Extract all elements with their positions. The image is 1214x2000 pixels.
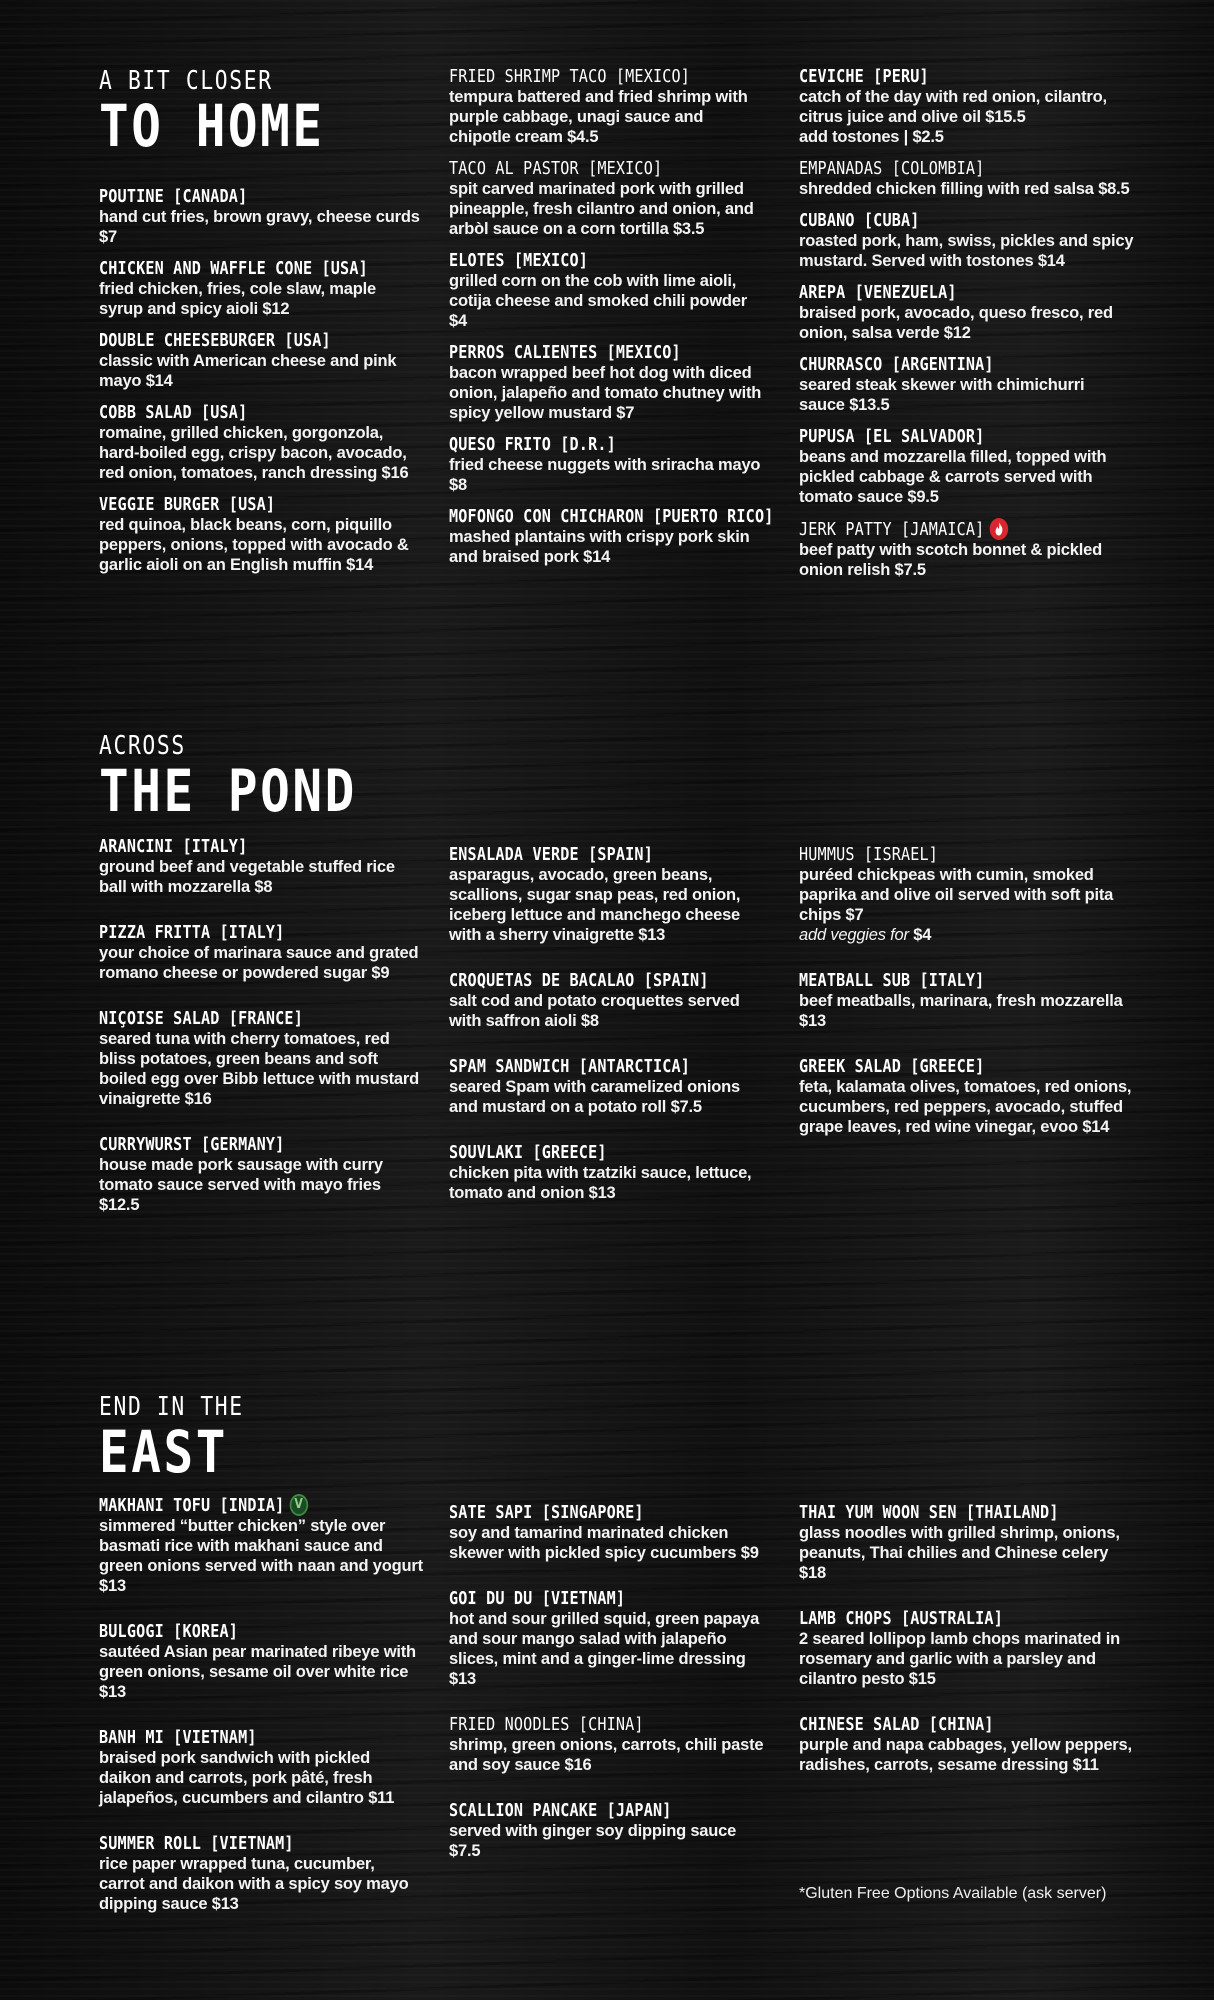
menu-item-price: $12	[262, 300, 290, 318]
menu-item-name: CHICKEN AND WAFFLE CONE [USA]	[99, 258, 368, 279]
menu-item-name: HUMMUS [ISRAEL]	[799, 844, 939, 865]
menu-item	[99, 186, 424, 247]
menu-item-price: $13	[449, 1670, 476, 1688]
menu-item-name: SUMMER ROLL [VIETNAM]	[99, 1833, 294, 1854]
menu-item	[99, 836, 424, 897]
menu-item-price: $4	[449, 312, 467, 330]
section-heading	[99, 66, 424, 160]
menu-item	[799, 1608, 1134, 1689]
section-heading-big: TO HOME	[99, 92, 325, 160]
menu-item-price: $7	[99, 228, 117, 246]
menu-item-price: $11	[368, 1789, 395, 1807]
menu-item	[449, 66, 769, 147]
menu-item-price: $14	[145, 372, 173, 390]
menu-item-price: $9.5	[907, 488, 939, 506]
menu-item-price: $12.5	[99, 1196, 140, 1214]
menu-item	[799, 970, 1134, 1031]
menu-item-description: mashed plantains with crispy pork skin and braised pork $14	[449, 528, 750, 566]
menu-item-price: $11	[1072, 1756, 1099, 1774]
menu-item-price: $14	[346, 556, 374, 574]
menu-item-price: $4.5	[567, 128, 599, 146]
section-heading-small: END IN THE	[99, 1392, 244, 1422]
menu-item-description: simmered “butter chicken” style over basmati rice with makhani sauce and green onions served with naan and yogurt $13	[99, 1517, 423, 1595]
menu-item-price: $8	[449, 476, 467, 494]
menu-item-description: chicken pita with tzatziki sauce, lettuce, tomato and onion $13	[449, 1164, 752, 1202]
menu-item	[99, 1134, 424, 1215]
menu-item-price: $16	[564, 1756, 592, 1774]
section-heading	[99, 1392, 424, 1486]
menu-item-name: CROQUETAS DE BACALAO [SPAIN]	[449, 970, 709, 991]
vegan-icon: V	[289, 1494, 307, 1516]
menu-item	[799, 354, 1134, 415]
column-2	[449, 66, 774, 578]
menu-item-description: tempura battered and fried shrimp with purple cabbage, unagi sauce and chipotle cream $4.5	[449, 88, 748, 146]
menu-item-note-price: $4	[913, 926, 932, 944]
menu-item-description: spit carved marinated pork with grilled pineapple, fresh cilantro and onion, and arbòl sauce on a corn tortilla $3.5	[449, 180, 754, 238]
menu-item-price: $7	[845, 906, 864, 924]
column-1	[99, 66, 424, 586]
menu-item-description: hot and sour grilled squid, green papaya and sour mango salad with jalapeño slices, mint and a ginger-lime dressing $13	[449, 1610, 760, 1688]
menu-item	[99, 258, 424, 319]
menu-item	[799, 66, 1134, 147]
menu-item-price: $15	[908, 1670, 936, 1688]
menu-item-name: BULGOGI [KOREA]	[99, 1621, 239, 1642]
menu-item-price: $13.5	[849, 396, 890, 414]
menu-item-description: soy and tamarind marinated chicken skewer with pickled spicy cucumbers $9	[449, 1524, 759, 1562]
menu-item-price: $14	[1037, 252, 1065, 270]
menu-item-description: classic with American cheese and pink mayo $14	[99, 352, 397, 390]
menu-item-name: ELOTES [MEXICO]	[449, 250, 589, 271]
menu-item-name: SATE SAPI [SINGAPORE]	[449, 1502, 644, 1523]
menu-item-description: salt cod and potato croquettes served with saffron aioli $8	[449, 992, 740, 1030]
menu-item	[99, 330, 424, 391]
menu-item-description: bacon wrapped beef hot dog with diced onion, jalapeño and tomato chutney with spicy yellow mustard $7	[449, 364, 762, 422]
column-2	[449, 1502, 769, 1886]
menu-item-name: MEATBALL SUB [ITALY]	[799, 970, 985, 991]
menu-item-description: sautéed Asian pear marinated ribeye with green onions, sesame oil over white rice $13	[99, 1643, 416, 1701]
menu-item	[449, 844, 769, 945]
menu-item	[449, 1056, 769, 1117]
menu-item-name: AREPA [VENEZUELA]	[799, 282, 957, 303]
menu-item-description: feta, kalamata olives, tomatoes, red onions, cucumbers, red peppers, avocado, stuffed grape leaves, red wine vinegar, evoo $14	[799, 1078, 1132, 1136]
menu-item-name: CUBANO [CUBA]	[799, 210, 920, 231]
menu-item	[449, 1800, 769, 1861]
menu-item	[99, 1727, 424, 1808]
menu-item-price: $13	[638, 926, 666, 944]
menu-item	[799, 1056, 1134, 1137]
menu-item-price: $15.5	[985, 108, 1026, 126]
column-1	[99, 731, 424, 1240]
menu-item-name: ARANCINI [ITALY]	[99, 836, 248, 857]
menu-item-price: $9	[371, 964, 390, 982]
menu-item-description: puréed chickpeas with cumin, smoked paprika and olive oil served with soft pita chips $7 add veggies for $4	[799, 866, 1114, 944]
menu-item-name: DOUBLE CHEESEBURGER [USA]	[99, 330, 331, 351]
menu-item-name: NIÇOISE SALAD [FRANCE]	[99, 1008, 303, 1029]
section-heading-small: A BIT CLOSER	[99, 66, 273, 96]
menu-item-price: $7.5	[894, 561, 926, 579]
menu-item	[449, 1502, 769, 1563]
menu-item-price: $7.5	[670, 1098, 702, 1116]
menu-item-price: $16	[381, 464, 409, 482]
menu-item	[449, 158, 769, 239]
menu-item	[449, 434, 769, 495]
menu-item-description: fried chicken, fries, cole slaw, maple syrup and spicy aioli $12	[99, 280, 376, 318]
menu-item-description: served with ginger soy dipping sauce $7.5	[449, 1822, 737, 1860]
menu-item	[99, 402, 424, 483]
section-heading-small: ACROSS	[99, 731, 186, 761]
menu-item-description: asparagus, avocado, green beans, scallions, sugar snap peas, red onion, iceberg lettuce and manchego cheese with a sherry vinaigrette $13	[449, 866, 741, 944]
menu-item-name: EMPANADAS [COLOMBIA]	[799, 158, 985, 179]
menu-item-name: CURRYWURST [GERMANY]	[99, 1134, 285, 1155]
menu-item-description: beef patty with scotch bonnet & pickled onion relish $7.5	[799, 541, 1102, 579]
menu-item-price: $13	[799, 1012, 826, 1030]
menu-item-price: $7	[616, 404, 635, 422]
menu-item-description: braised pork, avocado, queso fresco, red onion, salsa verde $12	[799, 304, 1113, 342]
menu-item-price: $3.5	[672, 220, 705, 238]
menu-item-description: beans and mozzarella filled, topped with pickled cabbage & carrots served with tomato sauce $9.5	[799, 448, 1107, 506]
menu-item	[449, 250, 769, 331]
menu-item	[449, 970, 769, 1031]
menu-item	[799, 210, 1134, 271]
menu-item-description: romaine, grilled chicken, gorgonzola, hard-boiled egg, crispy bacon, avocado, red onion, tomatoes, ranch dressing $16	[99, 424, 409, 482]
section-heading-big: EAST	[99, 1418, 228, 1486]
menu-item-price: $13	[211, 1895, 239, 1913]
menu-item-description: ground beef and vegetable stuffed rice ball with mozzarella $8	[99, 858, 395, 896]
menu-item	[449, 506, 774, 567]
menu-item-description: purple and napa cabbages, yellow peppers, radishes, carrots, sesame dressing $11	[799, 1736, 1132, 1774]
menu-item-name: SPAM SANDWICH [ANTARCTICA]	[449, 1056, 691, 1077]
menu-item	[799, 518, 1134, 580]
fire-icon	[989, 518, 1007, 540]
menu-item	[449, 1714, 769, 1775]
menu-item	[799, 1502, 1134, 1583]
menu-item-description: braised pork sandwich with pickled daikon and carrots, pork pâté, fresh jalapeños, cucumbers and cilantro $11	[99, 1749, 395, 1807]
menu-item-price: $13	[588, 1184, 616, 1202]
menu-item-name: FRIED SHRIMP TACO [MEXICO]	[449, 66, 691, 87]
menu-item	[799, 282, 1134, 343]
menu-item-description: hand cut fries, brown gravy, cheese curds $7	[99, 208, 420, 246]
menu-item-description: beef meatballs, marinara, fresh mozzarella $13	[799, 992, 1123, 1030]
menu-item-description: 2 seared lollipop lamb chops marinated in rosemary and garlic with a parsley and cilantro pesto $15	[799, 1630, 1120, 1688]
menu-item-description: shredded chicken filling with red salsa $8.5	[799, 180, 1130, 198]
menu-item	[449, 1588, 769, 1689]
menu-item-name: POUTINE [CANADA]	[99, 186, 248, 207]
menu-item-description: roasted pork, ham, swiss, pickles and spicy mustard. Served with tostones $14	[799, 232, 1134, 270]
menu-item-name: CHINESE SALAD [CHINA]	[799, 1714, 994, 1735]
menu-item-name: PERROS CALIENTES [MEXICO]	[449, 342, 681, 363]
menu-item-name: JERK PATTY [JAMAICA]	[799, 518, 1080, 540]
menu-item-price: $12	[943, 324, 971, 342]
menu-item-name: MOFONGO CON CHICHARON [PUERTO RICO]	[449, 506, 774, 527]
menu-item-name: THAI YUM WOON SEN [THAILAND]	[799, 1502, 1059, 1523]
menu-item-name: ENSALADA VERDE [SPAIN]	[449, 844, 653, 865]
column-2	[449, 844, 769, 1228]
menu-item	[99, 1833, 424, 1914]
menu-item	[99, 494, 424, 575]
menu-item-name: TACO AL PASTOR [MEXICO]	[449, 158, 663, 179]
gluten-free-footnote: *Gluten Free Options Available (ask server)	[799, 1885, 1107, 1902]
menu-item-description: your choice of marinara sauce and grated romano cheese or powdered sugar $9	[99, 944, 419, 982]
menu-item	[449, 1142, 769, 1203]
menu-item	[799, 1714, 1134, 1775]
menu-item-price: $14	[583, 548, 611, 566]
menu-item-price: $9	[740, 1544, 759, 1562]
menu-item-name: FRIED NOODLES [CHINA]	[449, 1714, 644, 1735]
menu-item-name: PUPUSA [EL SALVADOR]	[799, 426, 985, 447]
menu-item	[799, 426, 1134, 507]
column-1	[99, 1392, 424, 1939]
section-heading-big: THE POND	[99, 757, 357, 825]
menu-item-name: QUESO FRITO [D.R.]	[449, 434, 616, 455]
menu-item-price: $13	[99, 1577, 126, 1595]
menu-item	[99, 1008, 424, 1109]
menu-item-description: house made pork sausage with curry tomato sauce served with mayo fries $12.5	[99, 1156, 383, 1214]
menu-item-price: $13	[99, 1683, 126, 1701]
menu-item-description: seared steak skewer with chimichurri sauce $13.5	[799, 376, 1085, 414]
menu-item-name: LAMB CHOPS [AUSTRALIA]	[799, 1608, 1003, 1629]
menu-item-description: glass noodles with grilled shrimp, onions, peanuts, Thai chilies and Chinese celery $18	[799, 1524, 1120, 1582]
column-3	[799, 844, 1134, 1162]
menu-item-name: CEVICHE [PERU]	[799, 66, 929, 87]
menu-item-description: red quinoa, black beans, corn, piquillo peppers, onions, topped with avocado & garlic aioli on an English muffin $14	[99, 516, 409, 574]
menu-item-name: SOUVLAKI [GREECE]	[449, 1142, 607, 1163]
menu-item-addon: add tostones | $2.5	[799, 128, 944, 146]
menu-item-name: GREEK SALAD [GREECE]	[799, 1056, 985, 1077]
menu-item-price: $18	[799, 1564, 826, 1582]
menu-item	[99, 1621, 424, 1702]
menu-item-name: BANH MI [VIETNAM]	[99, 1727, 257, 1748]
menu-item-price: $16	[184, 1090, 212, 1108]
section-heading	[99, 731, 424, 825]
menu-item-price: $8.5	[1098, 180, 1130, 198]
menu-item-name: PIZZA FRITTA [ITALY]	[99, 922, 285, 943]
menu-item-name: VEGGIE BURGER [USA]	[99, 494, 276, 515]
menu-item	[799, 158, 1134, 199]
menu-item	[799, 844, 1134, 945]
menu-item-description: seared tuna with cherry tomatoes, red bliss potatoes, green beans and soft boiled egg over Bibb lettuce with mustard vinaigrette $16	[99, 1030, 420, 1108]
menu-item-name: CHURRASCO [ARGENTINA]	[799, 354, 994, 375]
menu-item-name: MAKHANI TOFU [INDIA] V	[99, 1494, 372, 1516]
menu-item-description: grilled corn on the cob with lime aioli, cotija cheese and smoked chili powder $4	[449, 272, 747, 330]
menu-item-price: $7.5	[449, 1842, 481, 1860]
menu-item-name: COBB SALAD [USA]	[99, 402, 248, 423]
menu-item	[99, 1494, 424, 1596]
column-3	[799, 1502, 1134, 1800]
menu-item-description: seared Spam with caramelized onions and mustard on a potato roll $7.5	[449, 1078, 741, 1116]
column-3	[799, 66, 1134, 591]
menu-item-description: fried cheese nuggets with sriracha mayo $8	[449, 456, 761, 494]
menu-item	[99, 922, 424, 983]
menu-item-name: GOI DU DU [VIETNAM]	[449, 1588, 626, 1609]
menu-item-note: add veggies for	[799, 926, 909, 944]
menu-item-price: $8	[580, 1012, 599, 1030]
menu-item-price: $14	[1082, 1118, 1110, 1136]
menu-item-description: shrimp, green onions, carrots, chili paste and soy sauce $16	[449, 1736, 764, 1774]
menu-item-description: catch of the day with red onion, cilantro, citrus juice and olive oil $15.5 add tostones | $2.5	[799, 88, 1107, 146]
menu-item	[449, 342, 769, 423]
menu-item-name: SCALLION PANCAKE [JAPAN]	[449, 1800, 672, 1821]
menu-item-price: $8	[254, 878, 273, 896]
menu-item-description: rice paper wrapped tuna, cucumber, carrot and daikon with a spicy soy mayo dipping sauce $13	[99, 1855, 409, 1913]
